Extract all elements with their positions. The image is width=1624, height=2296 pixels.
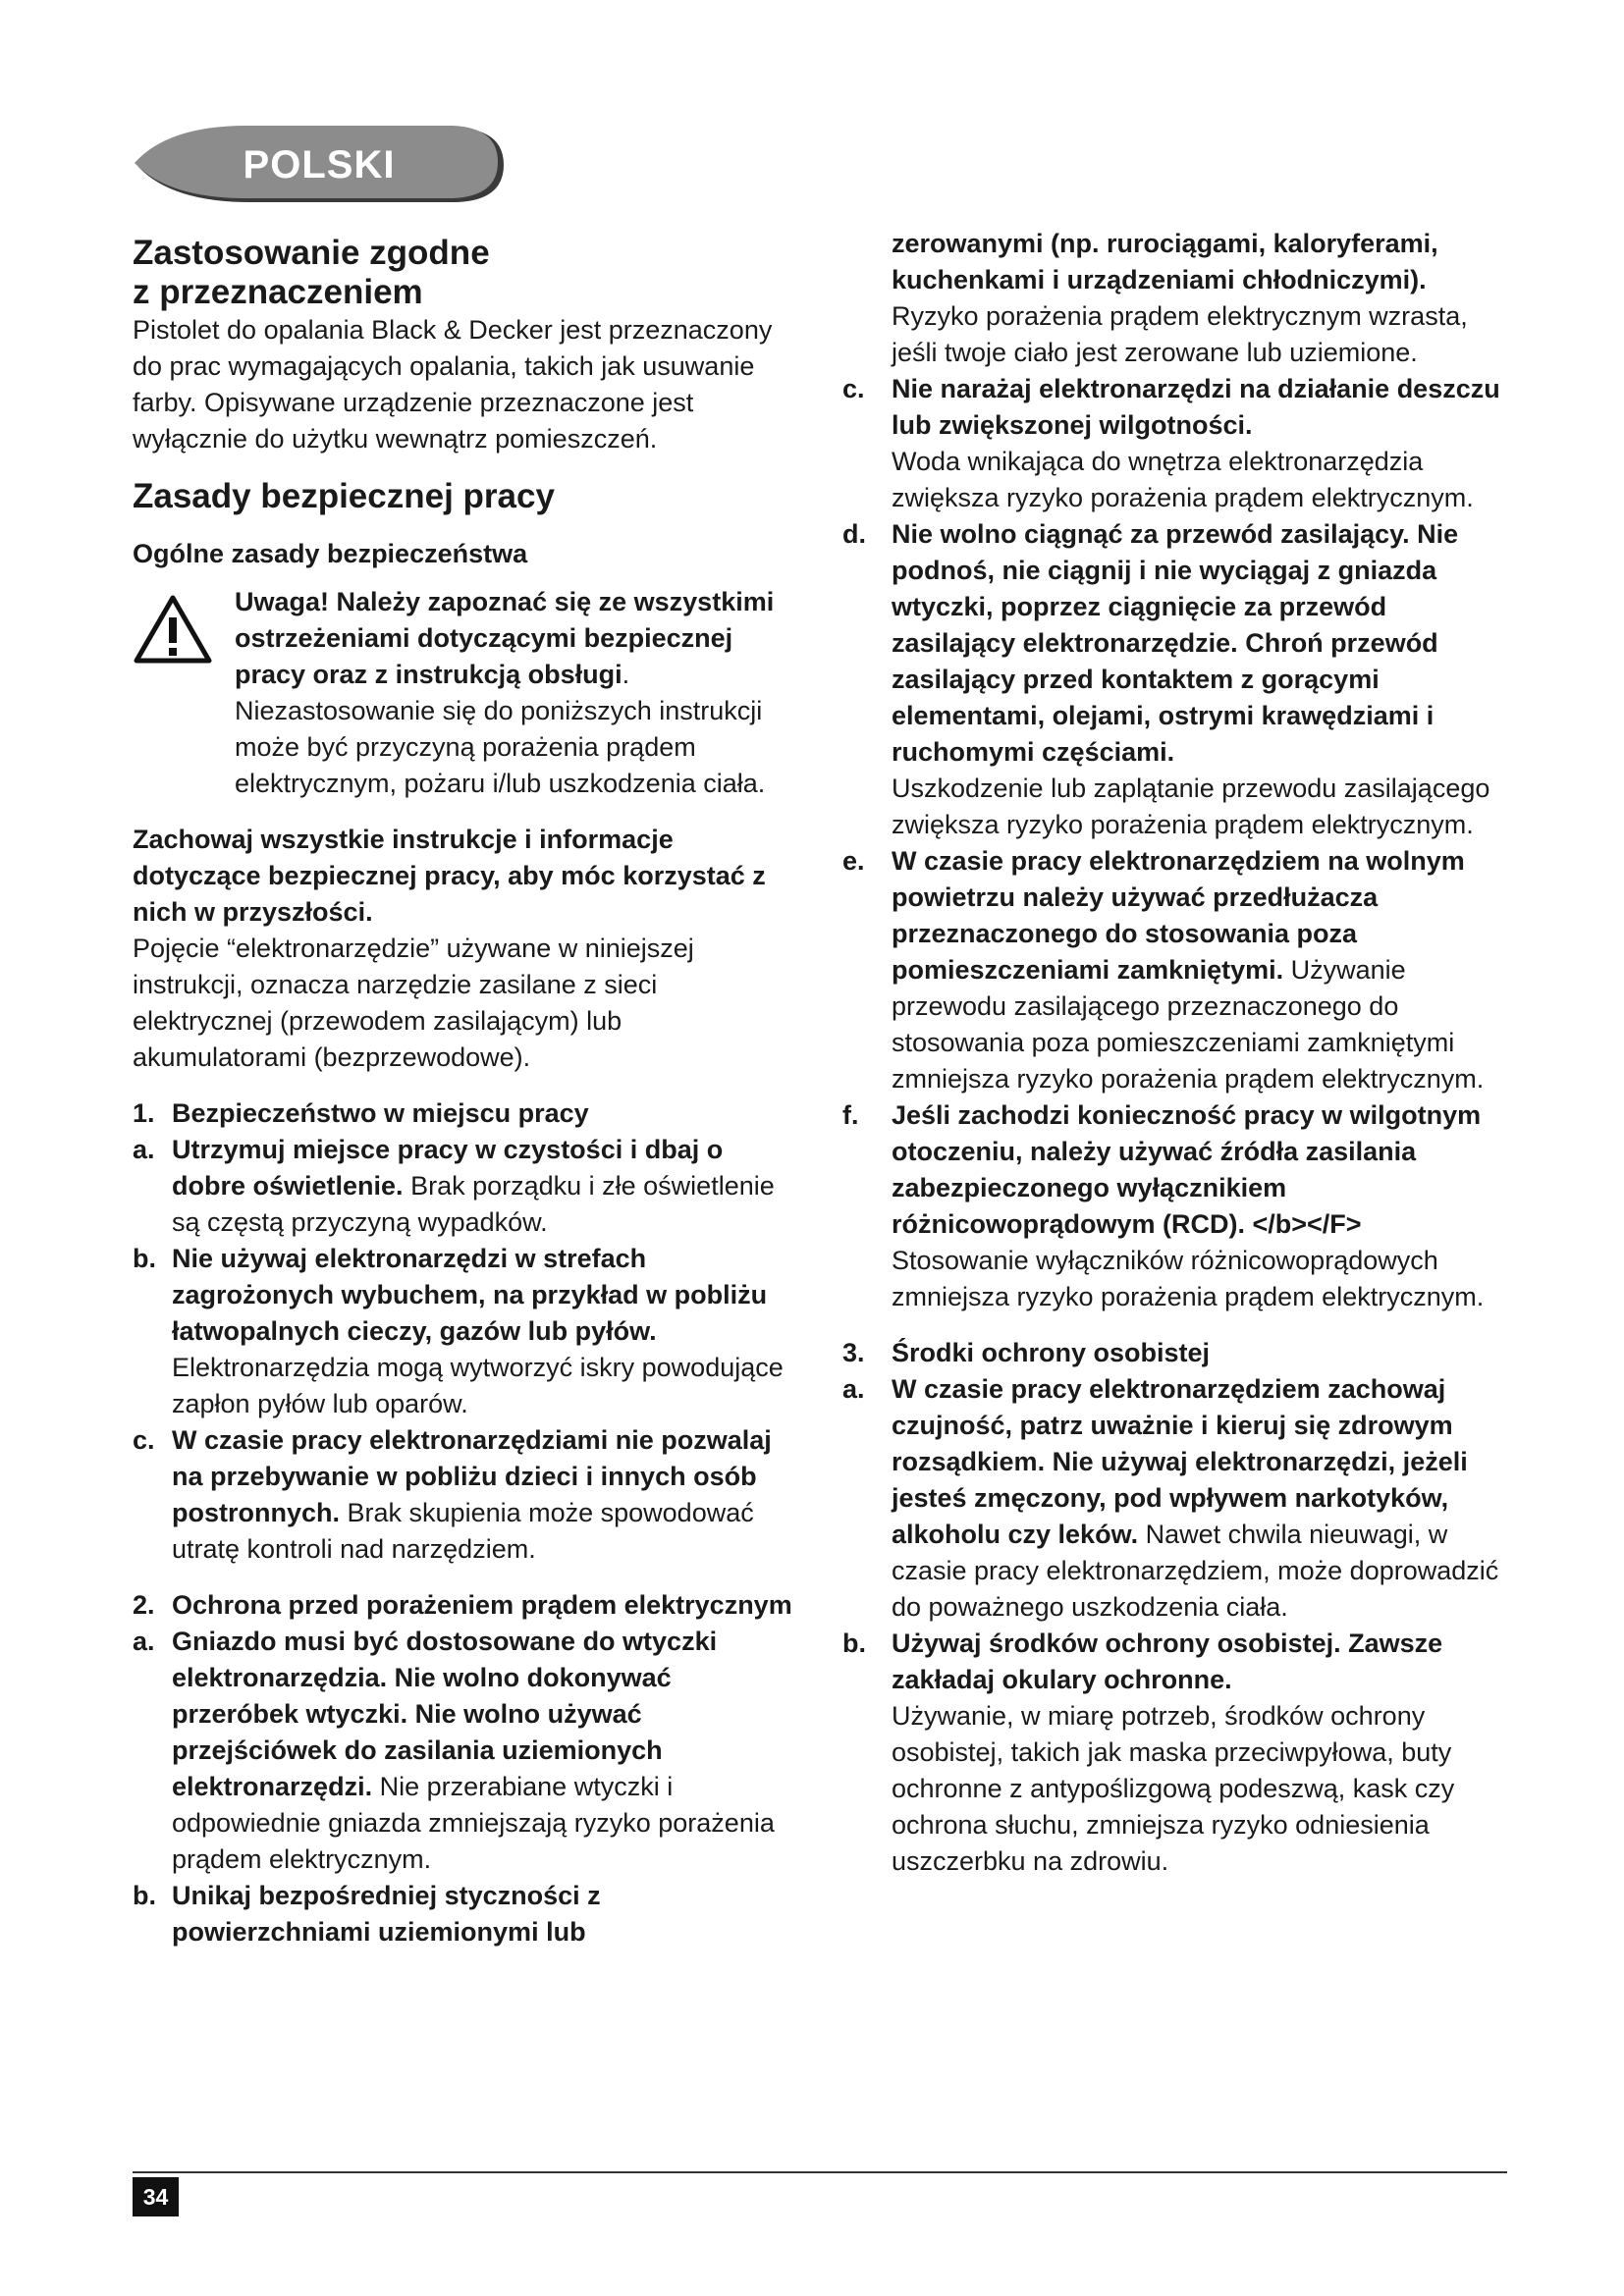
intended-use-title-line2: z przeznaczeniem (133, 273, 423, 311)
list-item (133, 1878, 800, 1950)
item-text (892, 1626, 1510, 1880)
warning-block (133, 584, 800, 802)
item-bold: Jeśli zachodzi konieczność pracy w wilgotnym otoczeniu, należy używać źródła zasilania zabezpieczonego wyłącznikiem różnicowoprądowym (RCD). </b></F> (892, 1100, 1482, 1239)
item-rest: Nie przerabiane wtyczki i odpowiednie gniazda zmniejszają ryzyko porażenia prądem elektrycznym. (172, 1772, 775, 1874)
item-text (892, 1097, 1510, 1315)
item-label: a. (842, 1374, 865, 1404)
item-rest: Nawet chwila nieuwagi, w czasie pracy elektronarzędziem, może doprowadzić do poważnego uszkodzenia ciała. (892, 1520, 1499, 1622)
warning-text (235, 584, 800, 802)
item-label: c. (133, 1425, 155, 1455)
warning-rest: . Niezastosowanie się do poniższych instrukcji może być przyczyną porażenia prądem elektrycznym, pożaru i/lub uszkodzenia ciała. (235, 660, 766, 798)
item-label: f. (842, 1100, 859, 1130)
list-item (842, 371, 1510, 516)
section-2-title: Ochrona przed porażeniem prądem elektrycznym (172, 1590, 792, 1620)
item-label: c. (842, 374, 865, 403)
list-item (842, 516, 1510, 843)
item-rest: Brak skupienia może spowodować utratę kontroli nad narzędziem. (172, 1498, 754, 1564)
list-item (842, 843, 1510, 1097)
list-item (133, 1422, 800, 1568)
item-text (892, 843, 1510, 1097)
list-item (842, 1626, 1510, 1880)
item-rest: Elektronarzędzia mogą wytworzyć iskry powodujące zapłon pyłów lub oparów. (172, 1353, 784, 1418)
item-label: a. (133, 1135, 155, 1164)
item-rest: Stosowanie wyłączników różnicowoprądowych zmniejsza ryzyko porażenia prądem elektrycznym. (892, 1246, 1485, 1311)
item-bold: Używaj środków ochrony osobistej. Zawsze zakładaj okulary ochronne. (892, 1629, 1443, 1694)
page-number: 34 (133, 2177, 179, 2216)
keep-instructions-title: Zachowaj wszystkie instrukcje i informacje dotyczące bezpiecznej pracy, aby móc korzystać z nich w przyszłości. (133, 825, 766, 927)
item-text (172, 1132, 800, 1241)
item-label: e. (842, 846, 865, 876)
item-text (892, 371, 1510, 516)
item-bold: Nie używaj elektronarzędzi w strefach zagrożonych wybuchem, na przykład w pobliżu łatwopalnych cieczy, gazów lub pyłów. (172, 1244, 768, 1346)
item-label: b. (133, 1881, 156, 1910)
item-rest: Używanie, w miarę potrzeb, środków ochrony osobistej, takich jak maska przeciwpyłowa, buty ochronne z antypoślizgową podeszwą, kask czy ochrona słuchu, zmniejsza ryzyko odniesienia uszczerbku na zdrowiu. (892, 1701, 1455, 1876)
item-text (892, 516, 1510, 843)
item-label: b. (842, 1629, 866, 1658)
footer-divider (133, 2171, 1507, 2173)
list-item (133, 1241, 800, 1422)
item-text (892, 1371, 1510, 1626)
intended-use-body: Pistolet do opalania Black & Decker jest przeznaczony do prac wymagających opalania, takich jak usuwanie farby. Opisywane urządzenie przeznaczone jest wyłącznie do użytku wewnątrz pomieszczeń. (133, 315, 773, 454)
list-item (842, 1371, 1510, 1626)
language-tab (133, 126, 506, 204)
item-bold: W czasie pracy elektronarzędziami nie pozwalaj na przebywanie w pobliżu dzieci i innych osób postronnych. (172, 1425, 772, 1527)
item-bold: W czasie pracy elektronarzędziem na wolnym powietrzu należy używać przedłużacza przeznaczonego do stosowania poza pomieszczeniami zamkniętymi. (892, 846, 1465, 985)
item-label: b. (133, 1244, 156, 1273)
warning-triangle-icon (133, 594, 213, 665)
item-bold: W czasie pracy elektronarzędziem zachowaj czujność, patrz uważnie i kieruj się zdrowym rozsądkiem. Nie używaj elektronarzędzi, jeżeli jesteś zmęczony, pod wpływem narkotyków, alkoholu czy leków. (892, 1374, 1468, 1549)
item-text (172, 1624, 800, 1878)
list-item (133, 1624, 800, 1878)
item-label: a. (133, 1627, 155, 1656)
intended-use-title-line1: Zastosowanie zgodne (133, 234, 490, 272)
left-column (133, 234, 800, 1950)
item-bold: Utrzymuj miejsce pracy w czystości i dbaj o dobre oświetlenie. (172, 1135, 724, 1201)
item-bold: Gniazdo musi być dostosowane do wtyczki elektronarzędzia. Nie wolno dokonywać przeróbek wtyczki. Nie wolno używać przejściówek do zasilania uziemionych elektronarzędzi. (172, 1627, 718, 1801)
general-safety-title: Ogólne zasady bezpieczeństwa (133, 539, 528, 568)
keep-instructions-body: Pojęcie “elektronarzędzie” używane w niniejszej instrukcji, oznacza narzędzie zasilane z sieci elektrycznej (przewodem zasilającym) lub akumulatorami (bezprzewodowe). (133, 934, 694, 1072)
continued-rest: Ryzyko porażenia prądem elektrycznym wzrasta, jeśli twoje ciało jest zerowane lub uziemione. (892, 301, 1468, 367)
item-text (172, 1422, 800, 1568)
item-bold: Unikaj bezpośredniej styczności z powierzchniami uziemionymi lub (172, 1881, 601, 1947)
right-column (842, 226, 1510, 1880)
language-label: POLSKI (243, 142, 396, 187)
section-1-heading (133, 1095, 800, 1132)
section-3-number: 3. (842, 1338, 865, 1367)
item-rest: Używanie przewodu zasilającego przeznaczonego do stosowania poza pomieszczeniami zamkniętymi zmniejsza ryzyko porażenia prądem elektrycznym. (892, 955, 1485, 1094)
item-bold: Nie narażaj elektronarzędzi na działanie deszczu lub zwiększonej wilgotności. (892, 374, 1500, 440)
section-1-number: 1. (133, 1098, 155, 1128)
item-rest: Uszkodzenie lub zaplątanie przewodu zasilającego zwiększa ryzyko porażenia prądem elektrycznym. (892, 774, 1490, 839)
item-rest: Brak porządku i złe oświetlenie są częstą przyczyną wypadków. (172, 1171, 775, 1237)
section-2-number: 2. (133, 1590, 155, 1620)
section-3-heading (842, 1335, 1510, 1371)
continued-item (842, 226, 1510, 371)
section-3-title: Środki ochrony osobistej (892, 1338, 1211, 1367)
item-text (172, 1241, 800, 1422)
continued-bold: zerowanymi (np. rurociągami, kaloryferami, kuchenkami i urządzeniami chłodniczymi). (892, 229, 1438, 294)
list-item (133, 1132, 800, 1241)
warning-bold: Uwaga! Należy zapoznać się ze wszystkimi ostrzeżeniami dotyczącymi bezpiecznej pracy oraz z instrukcją obsługi (235, 587, 775, 689)
section-1-title: Bezpieczeństwo w miejscu pracy (172, 1098, 589, 1128)
section-2-heading (133, 1587, 800, 1624)
list-item (842, 1097, 1510, 1315)
item-rest: Woda wnikająca do wnętrza elektronarzędzia zwiększa ryzyko porażenia prądem elektrycznym. (892, 447, 1474, 512)
item-bold: Nie wolno ciągnąć za przewód zasilający. Nie podnoś, nie ciągnij i nie wyciągaj z gniazda wtyczki, poprzez ciągnięcie za przewód zasilający elektronarzędzie. Chroń przewód zasilający przed kontaktem z gorącymi elementami, olejami, ostrymi krawędziami i ruchomymi częściami. (892, 519, 1459, 767)
safety-title: Zasady bezpiecznej pracy (133, 477, 555, 515)
item-label: d. (842, 519, 866, 549)
